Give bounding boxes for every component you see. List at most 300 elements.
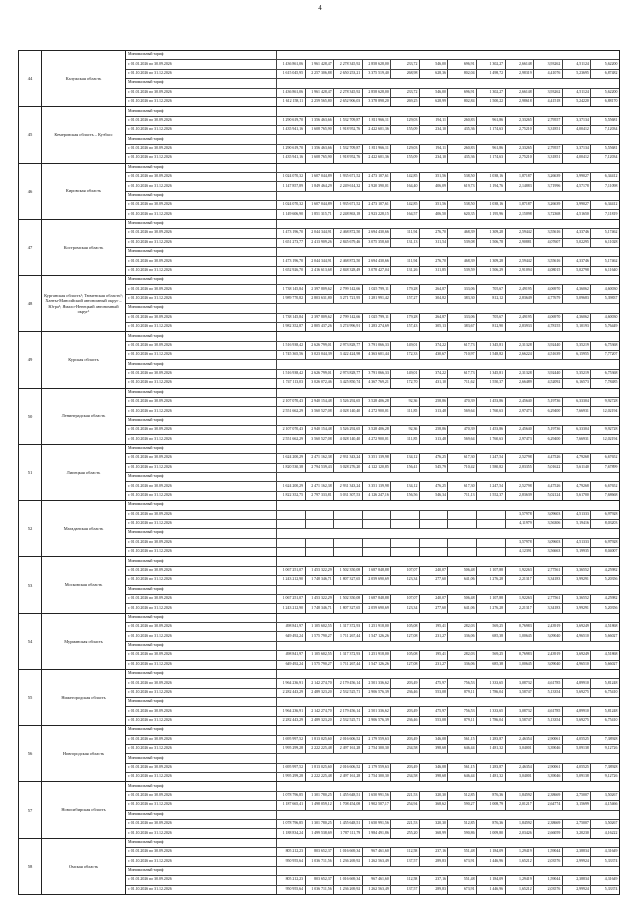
tariff-data-row [126,239,619,248]
value-cell [448,586,477,594]
value-cell [448,164,477,172]
value-cell: 620,35 [448,210,477,218]
value-cell: 2,03576 [534,886,563,894]
tariff-data-row [126,604,619,612]
value-cell [562,192,591,200]
value-cell: 3,04001 [506,745,535,753]
region-rows [126,332,619,387]
value-cell: 2 626 799,01 [306,370,335,378]
value-cell [448,614,477,622]
value-cell: 6,97928 [604,539,618,544]
value-cell: 6,88170 [604,99,618,104]
value-cell: 137,57 [391,886,420,894]
value-cell: 4,79268 [563,454,592,462]
value-cell: 1 502 350,08 [334,595,363,603]
value-cell: 1 500,22 [477,98,506,106]
period-label: с 01.10.2026 по 31.12.2026 [126,632,277,640]
value-cell: 1,65212 [506,886,535,894]
value-cell: 2,99924 [563,857,592,865]
value-cell: 539,08 [448,239,477,247]
value-cell: 2 471 162,38 [306,454,335,462]
region-name: Новгородская область [42,726,126,781]
value-cell [420,548,449,556]
value-cell: 1 453,86 [477,426,506,434]
value-cell [277,248,306,256]
value-cell: 1 236 269,92 [334,857,363,865]
region-name: Ленинградская область [42,389,126,444]
value-cell [306,548,335,556]
value-cell: 1 105 602,55 [306,623,335,631]
value-cell: 5,35219 [563,342,592,350]
value-cell: 4,79268 [563,482,592,490]
value-cell: 1 302,27 [477,60,506,68]
region-rows [126,670,619,725]
value-cell: 383,67 [448,323,477,331]
value-cell: 569,25 [477,651,506,659]
period-label: с 01.01.2026 по 30.09.2026 [126,60,277,68]
value-cell: 4,06970 [534,285,563,293]
value-cell [562,389,591,397]
value-cell: 203,49 [391,764,420,772]
value-cell: 6,33304 [563,398,592,406]
value-cell: 1,84592 [506,820,535,828]
value-cell [391,473,420,481]
value-cell [477,557,506,565]
value-cell: 92,36 [391,426,420,434]
tariff-header-row [126,51,619,60]
value-cell: 6,67652 [604,455,618,460]
region-block [19,331,619,387]
value-cell: 111,85 [391,407,420,415]
value-cell [591,670,620,678]
value-cell [420,360,449,368]
value-cell [306,360,335,368]
value-cell [477,511,506,519]
tariff-label: Минимальный тариф [126,614,277,622]
value-cell [363,614,392,622]
value-cell: 673,91 [448,886,477,894]
tariff-data-row [126,407,619,416]
value-cell: 2 059 690,69 [363,604,392,612]
value-cell: 221,53 [391,820,420,828]
value-cell: 1 283,87 [477,764,506,772]
value-cell: 1 309,28 [477,229,506,237]
value-cell [391,782,420,790]
value-cell: 2,66489 [506,379,535,387]
value-cell [477,79,506,87]
value-cell [306,557,335,565]
value-cell: 1 435 941,16 [277,126,306,134]
value-cell [505,811,534,819]
value-cell [591,135,620,143]
value-cell: 546,34 [420,492,449,500]
value-cell [505,782,534,790]
value-cell [391,248,420,256]
value-cell: 4,31649 [604,877,618,882]
value-cell [448,220,477,228]
value-cell [477,782,506,790]
value-cell: 2,45640 [506,398,535,406]
value-cell [277,511,306,519]
value-cell [391,304,420,312]
value-cell: 4,47526 [534,454,563,462]
value-cell [534,782,563,790]
value-cell [277,670,306,678]
value-cell [306,417,335,425]
value-cell: 3 526 292,65 [334,398,363,406]
value-cell: 1 502 350,08 [334,567,363,575]
period-label: с 01.10.2026 по 31.12.2026 [126,773,277,781]
value-cell [391,360,420,368]
value-cell [306,614,335,622]
value-cell: 2 754 300,30 [363,773,392,781]
tariff-data-row [126,801,619,810]
value-cell: 5,09138 [563,745,592,753]
value-cell [277,614,306,622]
value-cell [363,304,392,312]
value-cell [505,557,534,565]
tariff-data-row [126,379,619,387]
value-cell: 539,59 [448,267,477,275]
value-cell: 1 607 044,89 [306,173,335,181]
value-cell [505,754,534,762]
value-cell [448,529,477,537]
value-cell [391,867,420,875]
value-cell [562,360,591,368]
value-cell: 7,66931 [563,407,592,415]
value-cell: 3,58747 [506,717,535,725]
value-cell: 1 473 196,70 [277,229,306,237]
value-cell [562,304,591,312]
value-cell [306,670,335,678]
value-cell: 1 961 428,47 [306,89,335,97]
value-cell: 1 548,82 [477,351,506,359]
value-cell: 3 031 307,53 [334,492,363,500]
value-cell: 1 290 619,70 [277,117,306,125]
value-cell [448,107,477,115]
region-block [19,556,619,612]
value-cell [363,276,392,284]
period-label: с 01.10.2026 по 31.12.2026 [126,717,277,725]
value-cell: 2 422 601,36 [363,126,392,134]
period-label: с 01.01.2026 по 30.09.2026 [126,229,277,237]
tariff-header-row [126,529,619,538]
value-cell: 6,97928 [604,511,618,516]
region-block [19,669,619,725]
value-cell: 2,90881 [506,239,535,247]
value-cell: 553,08 [420,689,449,697]
value-cell: 5,02124 [534,492,563,500]
value-cell [391,548,420,556]
value-cell [477,192,506,200]
value-cell: 9,12726 [604,774,618,779]
value-cell: 3 528 406,28 [363,398,392,406]
value-cell [477,164,506,172]
value-cell: 111,94 [391,257,420,265]
tariff-data-row [126,398,619,407]
value-cell [391,811,420,819]
value-cell: 195,41 [420,651,449,659]
region-number: 52 [19,501,42,556]
value-cell: 2,01217 [506,801,535,809]
value-cell: 1 195,96 [477,210,506,218]
tariff-data-row [126,210,619,218]
value-cell [448,782,477,790]
period-label: с 01.01.2026 по 30.09.2026 [126,539,277,547]
value-cell: 553,08 [420,717,449,725]
value-cell: 194,11 [420,145,449,153]
value-cell: 1 481,32 [477,773,506,781]
value-cell: 1,65212 [506,857,535,865]
value-cell: 234,10 [420,126,449,134]
tariff-header-row [126,557,619,566]
period-label: с 01.01.2026 по 30.09.2026 [126,145,277,153]
tariff-data-row [126,651,619,660]
value-cell [534,360,563,368]
value-cell: 5,35219 [563,370,592,378]
value-cell [505,614,534,622]
value-cell: 1 276,28 [477,604,506,612]
value-cell [448,642,477,650]
value-cell [306,220,335,228]
period-label: с 01.10.2026 по 31.12.2026 [126,239,277,247]
tariff-data-row [126,773,619,781]
value-cell: 237,16 [420,876,449,884]
tariff-data-row [126,632,619,641]
value-cell [448,511,477,519]
value-cell: 802,84 [448,98,477,106]
value-cell [277,332,306,340]
value-cell: 1 036 711,56 [306,886,335,894]
value-cell: 1 552,37 [477,492,506,500]
value-cell: 3,93262 [534,60,563,68]
value-cell [334,192,363,200]
value-cell: 3,99291 [563,604,592,612]
value-cell [477,445,506,453]
value-cell: 569,64 [448,407,477,415]
tariff-header-row [126,360,619,369]
period-label: с 01.01.2026 по 30.09.2026 [126,595,277,603]
tariff-data-row [126,857,619,866]
value-cell [391,511,420,519]
value-cell [591,248,620,256]
value-cell: 374,22 [420,342,449,350]
tariff-data-row [126,154,619,162]
value-cell [363,51,392,59]
value-cell: 105,08 [391,623,420,631]
value-cell: 2 179 456,14 [334,707,363,715]
tariff-data-row [126,539,619,548]
value-cell [562,501,591,509]
value-cell: 2,43919 [534,651,563,659]
value-cell [505,248,534,256]
value-cell: 2,46354 [506,764,535,772]
value-cell: 2,66148 [506,89,535,97]
value-cell [477,276,506,284]
value-cell: 8,03203 [604,521,618,526]
value-cell: 3 378 898,20 [363,98,392,106]
value-cell: 1 281 991,42 [363,295,392,303]
value-cell [334,389,363,397]
value-cell: 2,90061 [534,764,563,772]
value-cell [448,389,477,397]
value-cell: 802,04 [448,70,477,78]
value-cell [534,726,563,734]
tariff-data-row [126,201,619,210]
value-cell: 6,16573 [563,379,592,387]
value-cell: 240,07 [420,567,449,575]
value-cell: 2 282 443,29 [277,689,306,697]
period-label: с 01.01.2026 по 30.09.2026 [126,398,277,406]
value-cell: 2 923 228,15 [363,210,392,218]
value-cell: 2 471 162,38 [306,482,335,490]
value-cell: 6,11028 [604,239,618,244]
value-cell [591,473,620,481]
value-cell: 2,99924 [563,886,592,894]
value-cell: 5,81248 [604,708,618,713]
value-cell [477,501,506,509]
value-cell: 231,27 [420,632,449,640]
value-cell [363,726,392,734]
region-block [19,838,619,894]
value-cell [420,726,449,734]
value-cell: 2 694 430,66 [363,229,392,237]
value-cell [306,586,335,594]
value-cell: 368,99 [420,829,449,837]
value-cell [277,548,306,556]
value-cell: 346,08 [420,736,449,744]
value-cell: 305,13 [420,323,449,331]
value-cell: 3,71996 [534,182,563,190]
value-cell [505,726,534,734]
value-cell: 4,31649 [604,849,618,854]
value-cell: 3,99027 [563,173,592,181]
period-label: с 01.10.2026 по 31.12.2026 [126,604,277,612]
value-cell: 5,02798 [563,267,592,275]
value-cell [391,642,420,650]
value-cell: 2,03576 [534,857,563,865]
value-cell: 3 075 358,60 [363,239,392,247]
value-cell [277,539,306,547]
value-cell: 123,34 [391,576,420,584]
value-cell: 2 754 300,30 [363,745,392,753]
value-cell [562,51,591,59]
value-cell: 1 786,04 [477,717,506,725]
value-cell: 346,08 [420,764,449,772]
value-cell: 2,98319 [506,70,535,78]
value-cell: 2 016 606,52 [334,736,363,744]
value-cell: 2,38834 [563,876,592,884]
tariff-data-row [126,426,619,435]
value-cell: 7,38928 [604,764,618,769]
value-cell: 2,75007 [563,820,592,828]
value-cell [334,248,363,256]
value-cell: 3 528 406,28 [363,426,392,434]
value-cell: 4 272 900,01 [363,407,392,415]
value-cell [391,445,420,453]
value-cell: 2,75007 [563,792,592,800]
tariff-label: Минимальный тариф [126,276,277,284]
value-cell: 3,99291 [563,576,592,584]
value-cell: 1,00645 [506,661,535,669]
value-cell: 1 345,81 [477,342,506,350]
value-cell [562,811,591,819]
value-cell: 1 738 145,84 [277,285,306,293]
region-number: 51 [19,445,42,500]
tariff-header-row [126,107,619,116]
tariff-data-row [126,482,619,491]
value-cell: 1 506,78 [477,239,506,247]
value-cell [277,360,306,368]
value-cell: 803 652,37 [306,876,335,884]
value-cell [477,670,506,678]
value-cell [562,445,591,453]
value-cell: 1 506,29 [477,267,506,275]
value-cell: 2,43919 [534,623,563,631]
value-cell: 5,10193 [563,323,592,331]
value-cell: 195,41 [420,623,449,631]
value-cell [477,529,506,537]
value-cell: 398,68 [420,773,449,781]
value-cell: 569,64 [448,435,477,443]
value-cell: 4 363 601,44 [363,351,392,359]
value-cell: 2,90061 [534,736,563,744]
value-cell: 470,39 [448,398,477,406]
value-cell [562,135,591,143]
value-cell [591,839,620,847]
value-cell: 950 955,64 [277,857,306,865]
value-cell: 4 126 247,16 [363,492,392,500]
value-cell: 3,55616 [534,257,563,265]
value-cell [505,135,534,143]
value-cell [448,276,477,284]
value-cell: 3 271 721,95 [334,295,363,303]
value-cell [334,473,363,481]
value-cell: 4,61785 [534,707,563,715]
value-cell: 5,17462 [604,230,618,235]
tariff-data-row [126,679,619,688]
value-cell: 2 142 274,70 [306,679,335,687]
value-cell: 1 695 997,52 [277,764,306,772]
period-label: с 01.10.2026 по 31.12.2026 [126,267,277,275]
value-cell: 1 036 711,56 [306,857,335,865]
tariff-data-row [126,182,619,191]
value-cell [477,220,506,228]
value-cell: 3 791 066,33 [363,342,392,350]
value-cell: 2 278 345,92 [334,60,363,68]
value-cell: 2 931 343,24 [334,454,363,462]
value-cell: 756,53 [448,679,477,687]
value-cell [420,79,449,87]
value-cell: 876,36 [477,792,506,800]
value-cell: 1 251 918,00 [363,651,392,659]
value-cell: 2,31328 [506,342,535,350]
value-cell: 398,68 [420,745,449,753]
value-cell: 1 760,63 [477,435,506,443]
region-number: 57 [19,782,42,837]
value-cell [534,248,563,256]
tariff-header-row [126,754,619,763]
value-cell [477,304,506,312]
value-cell [534,445,563,453]
value-cell [420,164,449,172]
value-cell [591,51,620,59]
tariff-header-row [126,473,619,482]
value-cell [534,529,563,537]
value-cell: 1 498,72 [477,70,506,78]
period-label: с 01.01.2026 по 30.09.2026 [126,285,277,293]
value-cell [334,557,363,565]
